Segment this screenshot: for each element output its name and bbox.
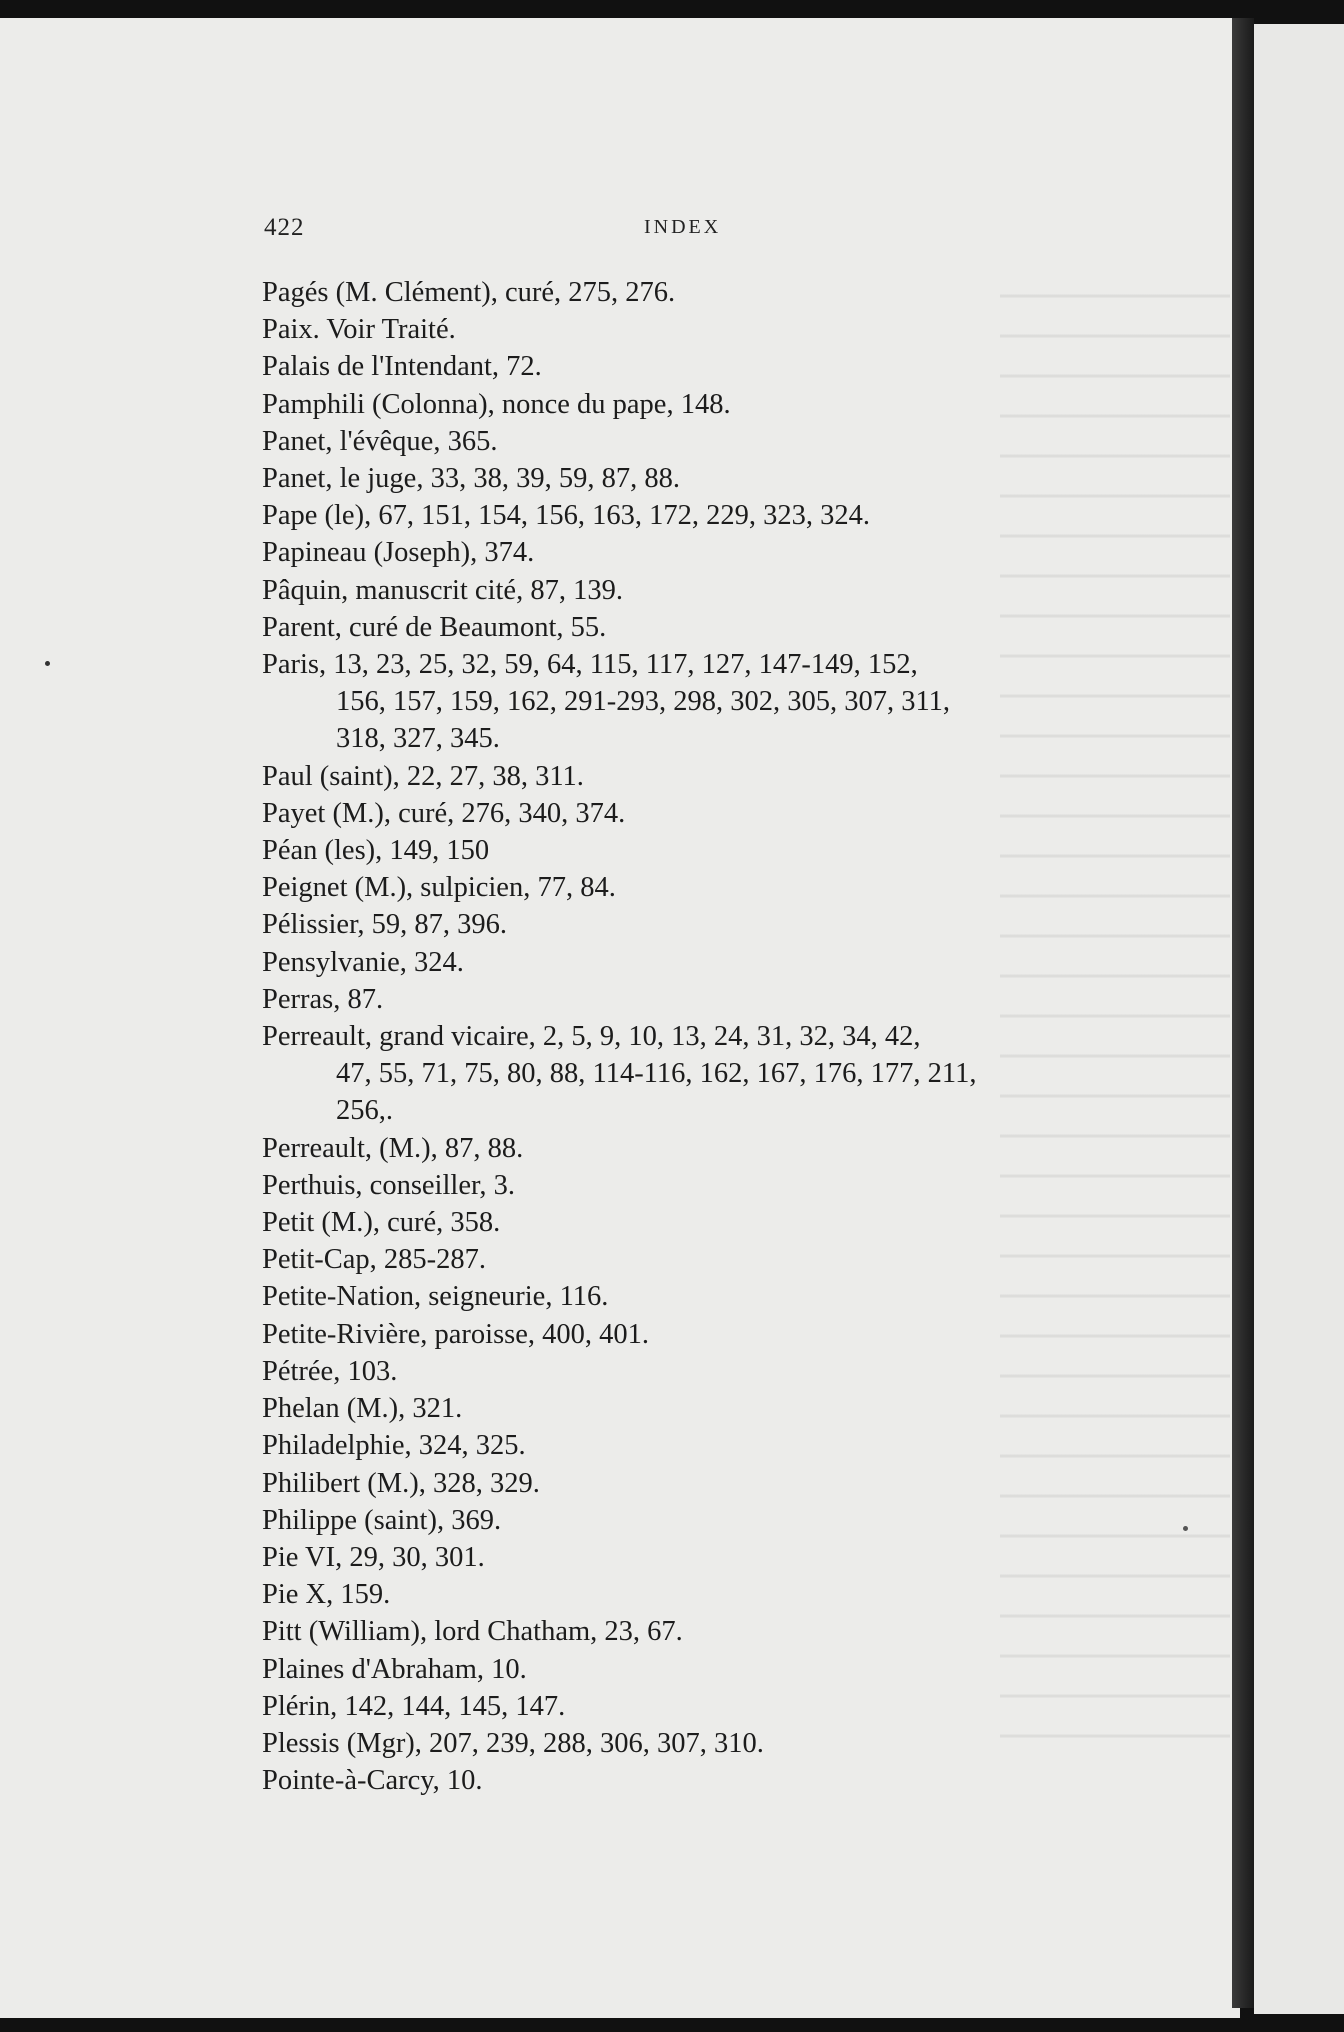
index-entry: Perras, 87.: [262, 983, 384, 1015]
index-entry: Payet (M.), curé, 276, 340, 374.: [262, 797, 626, 829]
index-entry: Pensylvanie, 324.: [262, 946, 464, 978]
index-entry: Pagés (M. Clément), curé, 275, 276.: [262, 277, 676, 308]
facing-page-edge: [1254, 24, 1344, 2014]
index-entry: Pélissier, 59, 87, 396.: [262, 909, 508, 941]
index-entry: Philippe (saint), 369.: [262, 1504, 502, 1536]
index-entry: Panet, le juge, 33, 38, 39, 59, 87, 88.: [262, 463, 680, 495]
index-entry: Pâquin, manuscrit cité, 87, 139.: [262, 574, 623, 606]
index-entry: Petit-Cap, 285-287.: [262, 1244, 487, 1276]
index-entry: Plérin, 142, 144, 145, 147.: [262, 1690, 566, 1722]
index-entry: Phelan (M.), 321.: [262, 1393, 463, 1425]
page-header: [264, 214, 734, 246]
index-entry: Paix. Voir Traité.: [262, 314, 456, 346]
index-entry: Papineau (Joseph), 374.: [262, 537, 535, 569]
book-page: [0, 18, 1240, 2018]
index-entry: Philibert (M.), 328, 329.: [262, 1467, 540, 1499]
page-number: 422: [264, 214, 305, 241]
index-entry: Peignet (M.), sulpicien, 77, 84.: [262, 872, 616, 904]
running-title: INDEX: [644, 216, 722, 238]
index-entry-list: [262, 274, 1132, 1799]
paper-speck: [1183, 1526, 1188, 1531]
index-entry: Pie VI, 29, 30, 301.: [262, 1541, 485, 1573]
index-entry: Pitt (William), lord Chatham, 23, 67.: [262, 1616, 683, 1648]
index-entry: Palais de l'Intendant, 72.: [262, 351, 542, 383]
book-gutter: [1232, 18, 1254, 2008]
index-entry: Panet, l'évêque, 365.: [262, 425, 498, 457]
index-entry: Pape (le), 67, 151, 154, 156, 163, 172, 229, 323, 324.: [262, 500, 870, 532]
index-entry: Petit (M.), curé, 358.: [262, 1207, 501, 1239]
index-entry: Perreault, grand vicaire, 2, 5, 9, 10, 13, 24, 31, 32, 34, 42, 47, 55, 71, 75, 80, 88, 114-116, 162, 167, 176, 177, 211, 256,.: [262, 1021, 977, 1127]
index-entry: Plaines d'Abraham, 10.: [262, 1653, 527, 1685]
index-entry: Pamphili (Colonna), nonce du pape, 148.: [262, 388, 731, 420]
index-entry: Perreault, (M.), 87, 88.: [262, 1132, 524, 1164]
paper-speck: [45, 661, 50, 666]
index-entry: Perthuis, conseiller, 3.: [262, 1169, 515, 1201]
index-entry: Pointe-à-Carcy, 10.: [262, 1765, 483, 1797]
index-entry: Pétrée, 103.: [262, 1355, 398, 1387]
index-entry: Parent, curé de Beaumont, 55.: [262, 611, 607, 643]
index-entry: Plessis (Mgr), 207, 239, 288, 306, 307, 310.: [262, 1727, 764, 1759]
index-entry: Petite-Nation, seigneurie, 116.: [262, 1281, 609, 1313]
index-entry: Péan (les), 149, 150: [262, 835, 490, 867]
index-entry: Pie X, 159.: [262, 1579, 391, 1611]
index-entry: Paul (saint), 22, 27, 38, 311.: [262, 760, 584, 792]
index-entry: Philadelphie, 324, 325.: [262, 1430, 526, 1462]
index-entry: Petite-Rivière, paroisse, 400, 401.: [262, 1318, 650, 1350]
index-entry: Paris, 13, 23, 25, 32, 59, 64, 115, 117, 127, 147-149, 152, 156, 157, 159, 162, 291-293, 298, 302, 305, 307, 311, 318, 327, 345.: [262, 649, 951, 755]
